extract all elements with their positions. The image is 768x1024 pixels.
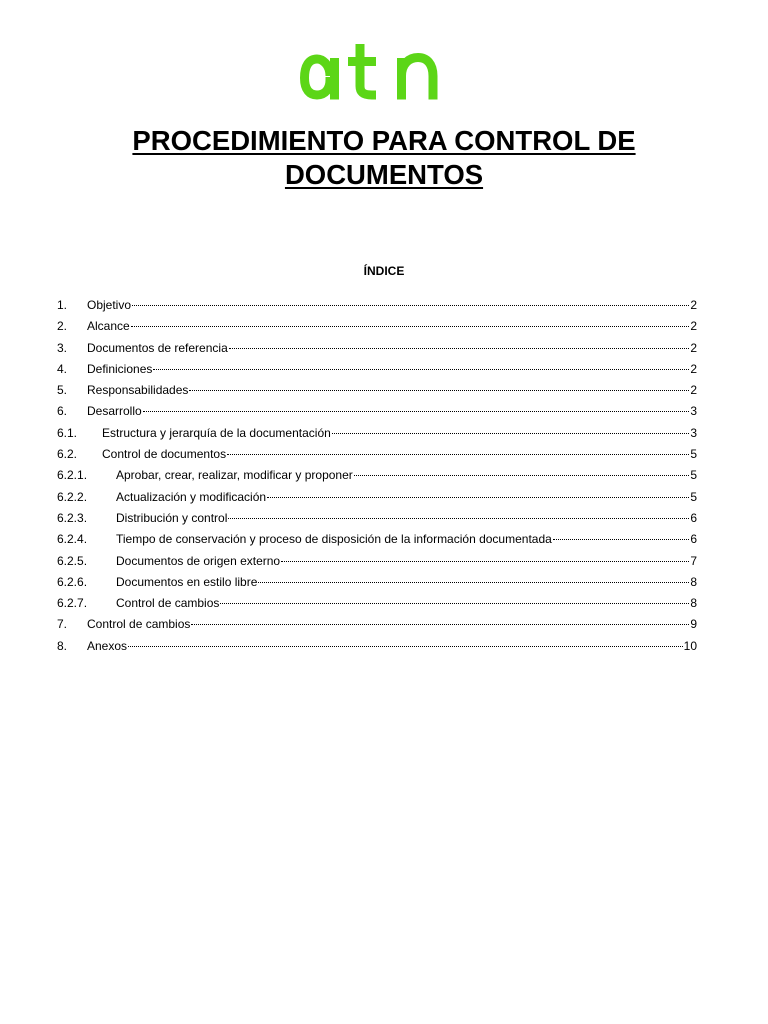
toc-entry-page: 9	[690, 617, 697, 632]
logo-letter-a	[305, 58, 335, 100]
toc-entry-page: 8	[690, 596, 697, 611]
toc-entry[interactable]	[57, 423, 697, 444]
toc-heading: ÍNDICE	[363, 264, 405, 278]
toc-entry[interactable]	[57, 508, 697, 529]
toc-entry-title: Control de documentos	[102, 447, 227, 462]
toc-entry-title: Desarrollo	[87, 404, 142, 419]
toc-entry-title: Tiempo de conservación y proceso de disposición de la información documentada	[116, 532, 552, 547]
toc-entry-page: 6	[690, 532, 697, 547]
toc-entry-number: 6.2.2.	[57, 489, 88, 504]
toc-dot-leader	[128, 646, 683, 647]
toc-entry-number: 8.	[57, 638, 68, 653]
toc-entry[interactable]	[57, 551, 697, 572]
toc-entry-number: 6.2.3.	[57, 510, 88, 525]
toc-entry-number: 6.2.	[57, 447, 78, 462]
toc-entry-title: Alcance	[87, 319, 130, 334]
toc-entry[interactable]	[57, 444, 697, 465]
toc-entry-page: 2	[690, 340, 697, 355]
toc-dot-leader	[553, 539, 690, 540]
toc-entry-title: Responsabilidades	[87, 383, 189, 398]
toc-entry-number: 5.	[57, 383, 68, 398]
toc-dot-leader	[332, 433, 690, 434]
toc-entry-page: 2	[690, 319, 697, 334]
toc-entry-number: 3.	[57, 340, 68, 355]
toc-entry-title: Actualización y modificación	[116, 489, 267, 504]
toc-dot-leader	[153, 369, 689, 370]
toc-entry-title: Documentos de referencia	[87, 340, 228, 355]
toc-entry[interactable]	[57, 465, 697, 486]
logo-letter-t	[348, 44, 376, 95]
toc-entry[interactable]	[57, 380, 697, 401]
toc-entry-title: Aprobar, crear, realizar, modificar y proponer	[116, 468, 353, 483]
toc-entry-title: Objetivo	[87, 298, 132, 312]
toc-dot-leader	[258, 582, 689, 583]
toc-entry-page: 2	[690, 298, 697, 312]
toc-entry-number: 4.	[57, 361, 68, 376]
toc-entry[interactable]	[57, 295, 697, 316]
logo-letter-n	[402, 58, 434, 100]
toc-entry-title: Estructura y jerarquía de la documentación	[102, 425, 331, 440]
toc-entry-number: 1.	[57, 298, 68, 312]
toc-dot-leader	[354, 475, 690, 476]
toc-entry-number: 6.2.4.	[57, 532, 88, 547]
toc-entry-number: 6.	[57, 404, 68, 419]
toc-entry[interactable]	[57, 593, 697, 614]
toc-dot-leader	[228, 518, 689, 519]
toc-entry-number: 7.	[57, 617, 68, 632]
toc-dot-leader	[227, 454, 689, 455]
toc-entry-page: 2	[690, 383, 697, 398]
document-title	[0, 124, 768, 192]
toc-entry-page: 5	[690, 489, 697, 504]
toc-entry-number: 6.1.	[57, 425, 78, 440]
toc-entry[interactable]	[57, 636, 697, 657]
toc-entry-page: 10	[683, 638, 697, 653]
toc-entry-page: 3	[690, 425, 697, 440]
toc-entry-number: 6.2.6.	[57, 574, 88, 589]
logo-glyphs	[305, 44, 434, 100]
toc-entry[interactable]	[57, 529, 697, 550]
toc-entry[interactable]	[57, 614, 697, 635]
toc-dot-leader	[191, 624, 689, 625]
toc-dot-leader	[132, 305, 689, 306]
toc-entry-number: 2.	[57, 319, 68, 334]
toc-entry[interactable]	[57, 401, 697, 422]
toc-entry[interactable]	[57, 338, 697, 359]
toc-dot-leader	[229, 348, 690, 349]
toc-entry[interactable]	[57, 487, 697, 508]
toc-dot-leader	[281, 561, 689, 562]
toc-dot-leader	[220, 603, 689, 604]
document-title-line1: PROCEDIMIENTO PARA CONTROL DE	[132, 125, 636, 156]
toc-entry-title: Documentos de origen externo	[116, 553, 281, 568]
toc-entry-title: Documentos en estilo libre	[116, 574, 258, 589]
toc-entry-number: 6.2.7.	[57, 596, 88, 611]
toc-entry-page: 2	[690, 361, 697, 376]
toc-dot-leader	[143, 411, 690, 412]
toc-entry-page: 8	[690, 574, 697, 589]
toc-entry-title: Definiciones	[87, 361, 153, 376]
toc-entry-page: 3	[690, 404, 697, 419]
atn-logo	[300, 40, 452, 104]
toc-entry-title: Anexos	[87, 638, 128, 653]
toc-dot-leader	[267, 497, 689, 498]
toc-entry-page: 5	[690, 447, 697, 462]
toc-entry[interactable]	[57, 359, 697, 380]
toc-entry-title: Distribución y control	[116, 510, 228, 525]
table-of-contents	[57, 295, 697, 657]
toc-entry-page: 6	[690, 510, 697, 525]
toc-entry-title: Control de cambios	[116, 596, 220, 611]
document-title-line2: DOCUMENTOS	[284, 159, 484, 190]
toc-entry-page: 5	[690, 468, 697, 483]
toc-entry-page: 7	[690, 553, 697, 568]
toc-dot-leader	[189, 390, 689, 391]
toc-entry[interactable]	[57, 316, 697, 337]
toc-entry-number: 6.2.1.	[57, 468, 88, 483]
toc-entry[interactable]	[57, 572, 697, 593]
toc-entry-title: Control de cambios	[87, 617, 191, 632]
toc-entry-number: 6.2.5.	[57, 553, 88, 568]
toc-dot-leader	[131, 326, 690, 327]
